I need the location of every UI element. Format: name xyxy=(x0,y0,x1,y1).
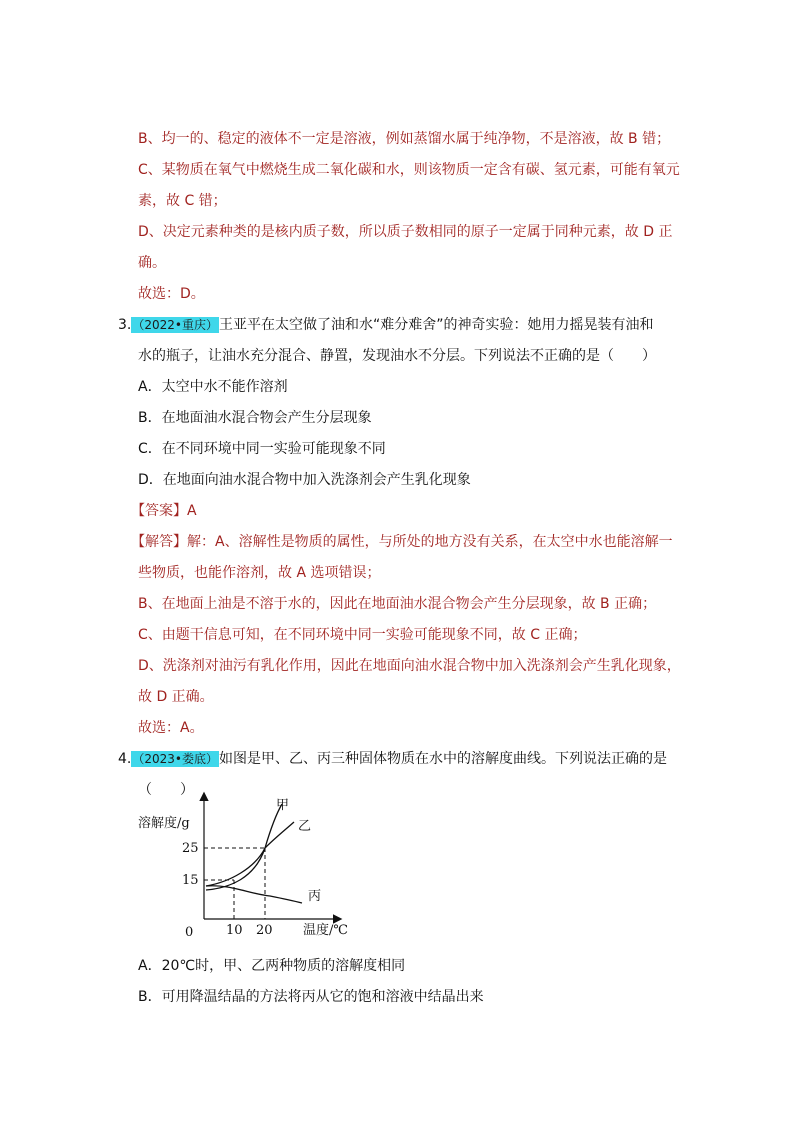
curve-bing-label: 丙 xyxy=(308,889,322,904)
prev-final-choice: 故选：D。 xyxy=(138,286,205,302)
question-4-option-b: B．可用降温结晶的方法将丙从它的饱和溶液中结晶出来 xyxy=(138,989,484,1005)
prev-option-c-explanation-line1: C、某物质在氧气中燃烧生成二氧化碳和水，则该物质一定含有碳、氢元素，可能有氧元 xyxy=(138,162,680,178)
question-3-explanation-d-line1: D、洗涤剂对油污有乳化作用，因此在地面向油水混合物中加入洗涤剂会产生乳化现象， xyxy=(138,658,681,674)
question-3-option-c: C．在不同环境中同一实验可能现象不同 xyxy=(138,441,386,457)
question-3-explanation-c: C、由题干信息可知，在不同环境中同一实验可能现象不同，故 C 正确； xyxy=(138,627,587,643)
y-tick-25: 25 xyxy=(182,841,199,856)
question-4-stem-line1 xyxy=(118,750,667,768)
question-4-source-tag: （2023•娄底） xyxy=(132,752,218,766)
prev-option-d-explanation-line1: D、决定元素种类的是核内质子数，所以质子数相同的原子一定属于同种元素，故 D 正 xyxy=(138,224,673,240)
curve-yi-label: 乙 xyxy=(298,819,312,834)
y-axis-label: 溶解度/g xyxy=(138,816,190,831)
question-3-stem-line1 xyxy=(118,316,654,334)
question-3-explanation-d-line2: 故 D 正确。 xyxy=(138,689,214,705)
question-4-option-a: A．20℃时，甲、乙两种物质的溶解度相同 xyxy=(138,958,406,974)
question-3-option-b: B．在地面油水混合物会产生分层现象 xyxy=(138,410,372,426)
x-tick-20: 20 xyxy=(256,923,273,938)
x-axis-label: 温度/℃ xyxy=(303,923,348,938)
question-4-stem-text: 如图是甲、乙、丙三种固体物质在水中的溶解度曲线。下列说法正确的是 xyxy=(218,751,667,767)
question-3-stem-text: 王亚平在太空做了油和水“难分难舍”的神奇实验：她用力摇晃装有油和 xyxy=(218,317,654,333)
question-3-stem-line2: 水的瓶子，让油水充分混合、静置，发现油水不分层。下列说法不正确的是（ ） xyxy=(138,348,656,364)
curve-jia-label: 甲 xyxy=(276,798,290,813)
x-tick-10: 10 xyxy=(226,923,243,938)
curve-jia xyxy=(206,804,282,890)
question-4-number: 4. xyxy=(118,751,132,767)
origin-label: 0 xyxy=(185,925,194,940)
question-3-option-d: D．在地面向油水混合物中加入洗涤剂会产生乳化现象 xyxy=(138,472,471,488)
prev-option-b-explanation: B、均一的、稳定的液体不一定是溶液，例如蒸馏水属于纯净物，不是溶液，故 B 错； xyxy=(138,131,671,147)
question-3-explanation-b: B、在地面上油是不溶于水的，因此在地面油水混合物会产生分层现象，故 B 正确； xyxy=(138,596,657,612)
prev-option-d-explanation-line2: 确。 xyxy=(138,255,166,271)
question-3-explanation-line2: 些物质，也能作溶剂，故 A 选项错误； xyxy=(138,565,381,581)
curve-yi xyxy=(206,822,294,886)
y-tick-15: 15 xyxy=(182,873,199,888)
question-4-stem-line2: （ ） xyxy=(138,782,194,798)
question-3-number: 3. xyxy=(118,317,132,333)
question-3-explanation-line1: 【解答】解：A、溶解性是物质的属性，与所处的地方没有关系，在太空中水也能溶解一 xyxy=(131,534,673,550)
question-3-answer: 【答案】A xyxy=(131,503,197,519)
question-3-option-a: A．太空中水不能作溶剂 xyxy=(138,379,288,395)
solubility-curve-figure xyxy=(130,786,370,946)
question-3-final-choice: 故选：A。 xyxy=(138,720,204,736)
question-3-source-tag: （2022•重庆） xyxy=(132,318,218,332)
prev-option-c-explanation-line2: 素，故 C 错； xyxy=(138,193,227,209)
